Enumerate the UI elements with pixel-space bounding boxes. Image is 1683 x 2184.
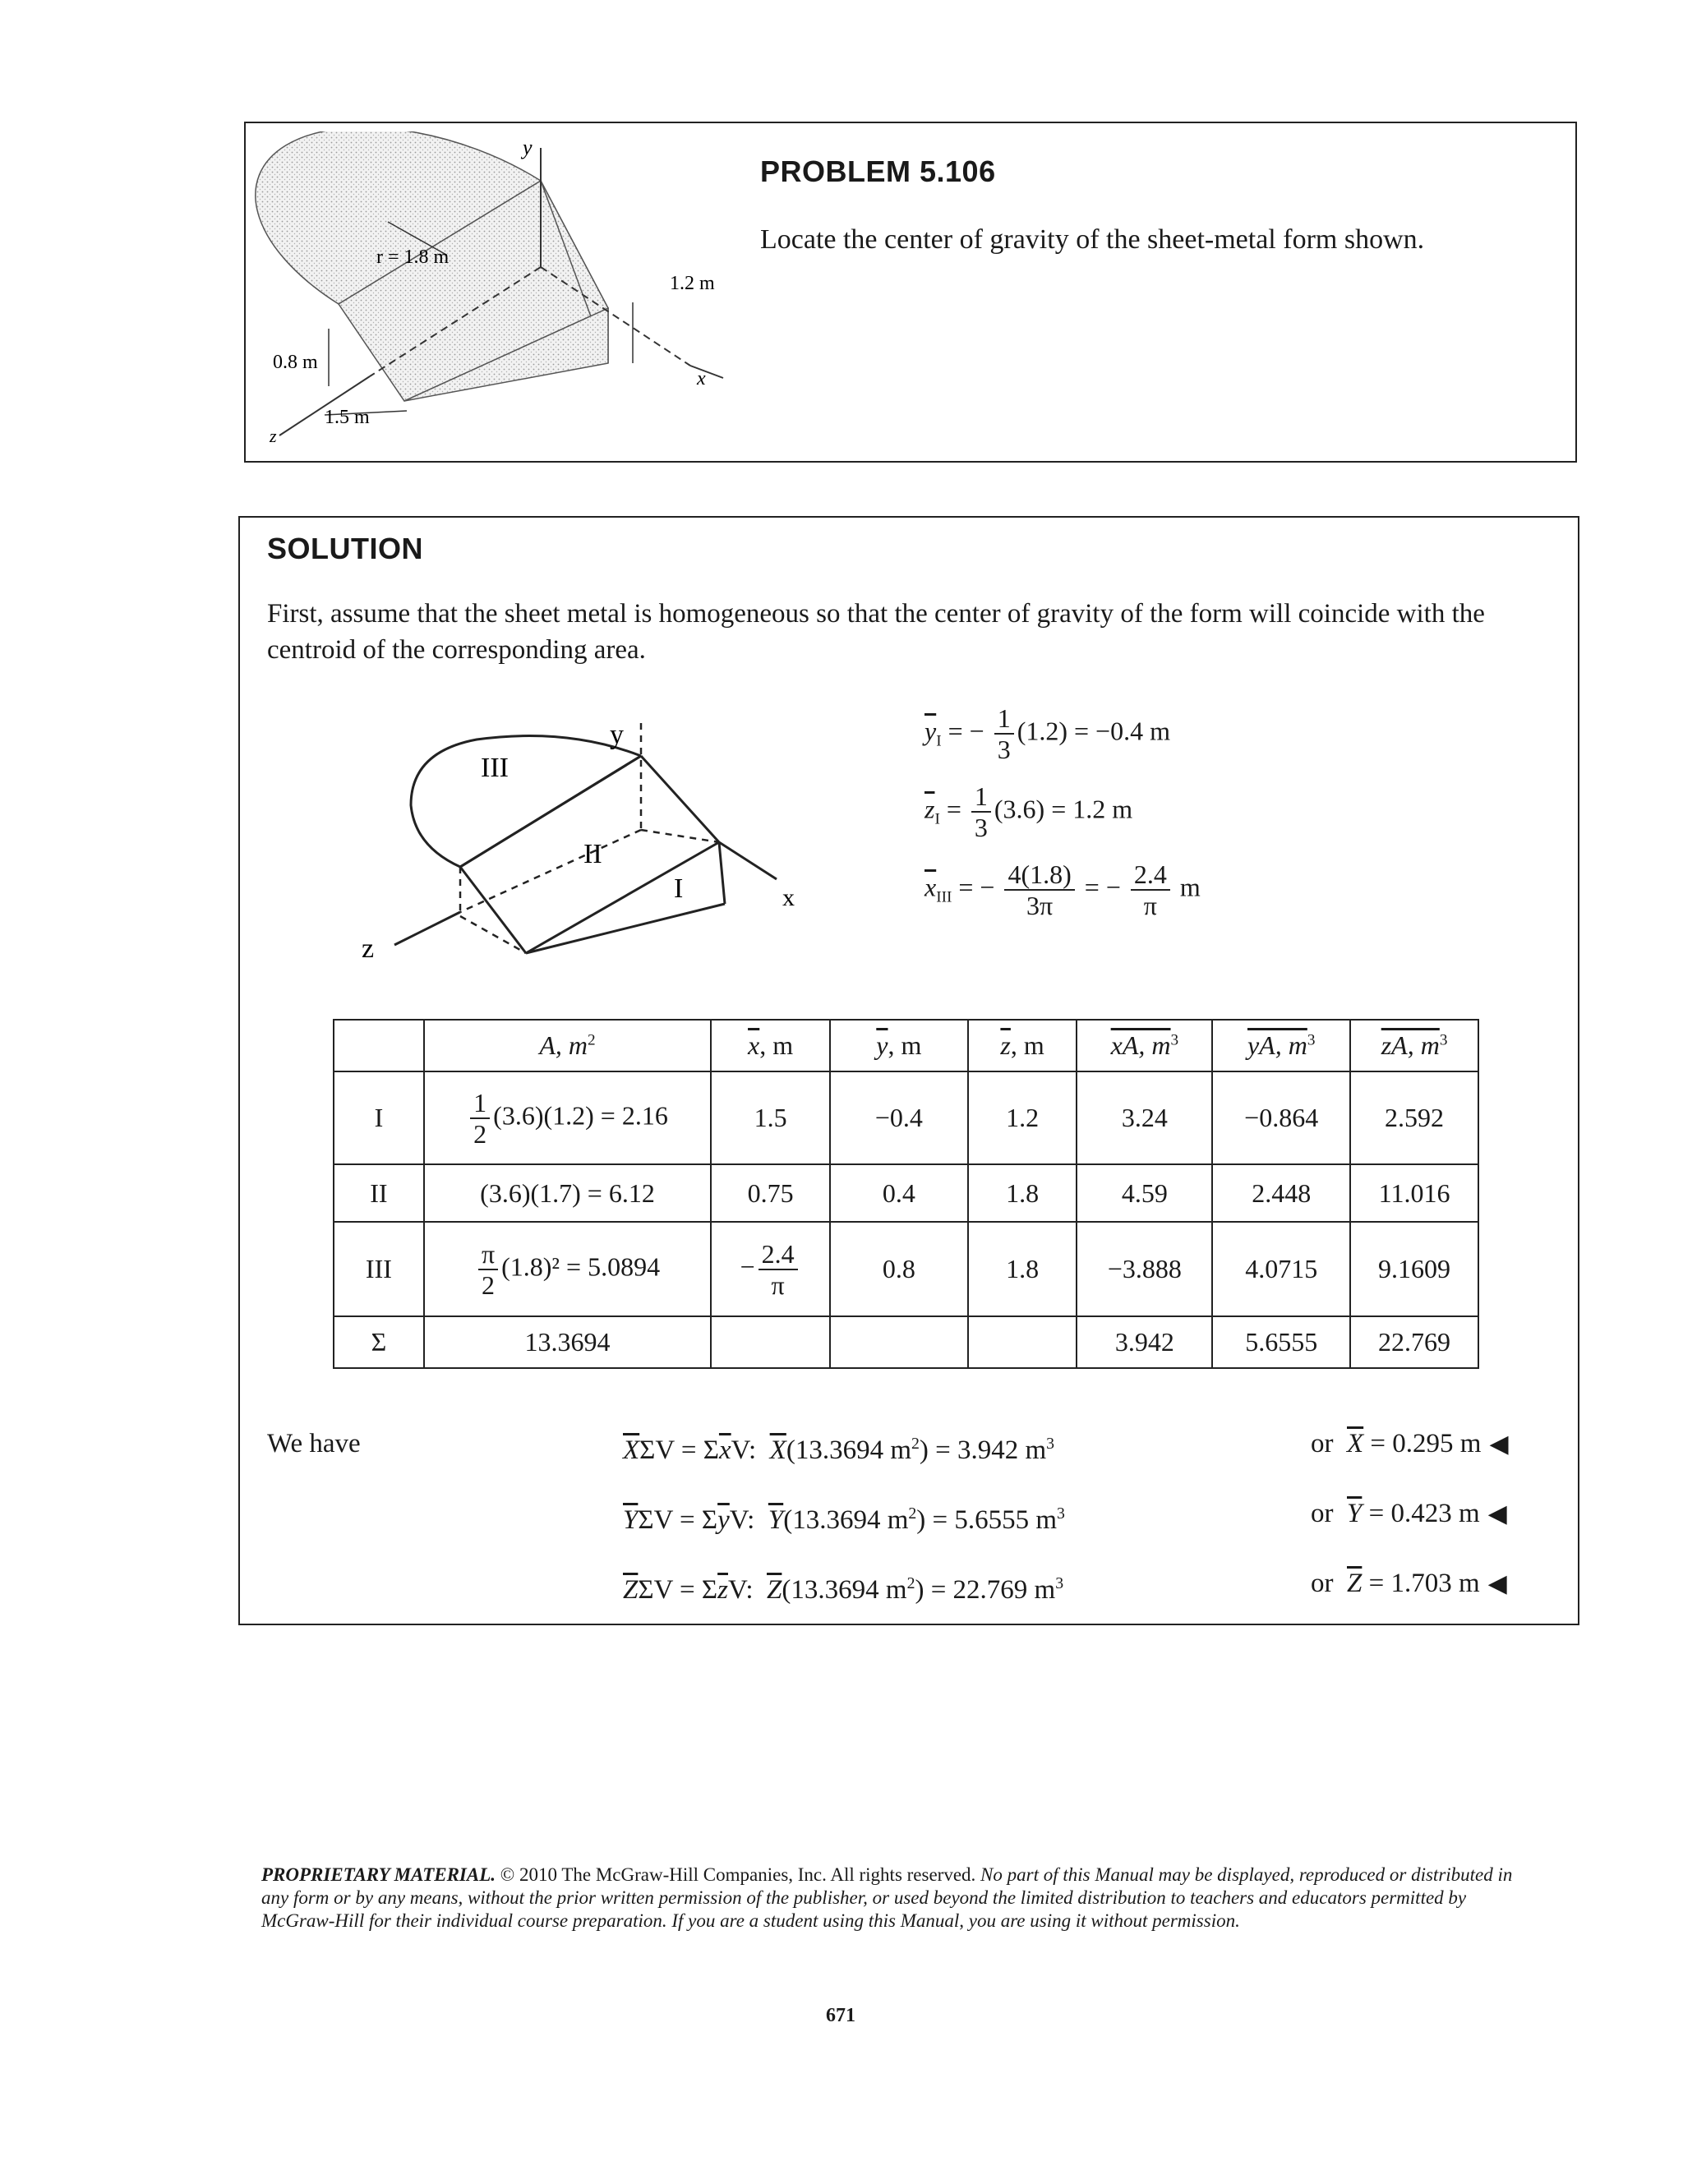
result-x-answer: or $\overline{X} = 0.295$ m ◀ bbox=[1311, 1429, 1509, 1458]
sketch-label-x: x bbox=[782, 884, 795, 911]
table-header-row bbox=[334, 1020, 1478, 1071]
result-y-answer: or $\overline{Y} = 0.423$ m ◀ bbox=[1311, 1499, 1507, 1528]
row-area: $\frac{\pi}{2}$ (1.8)² = 5.0894 bbox=[424, 1222, 711, 1316]
row-id: II bbox=[334, 1164, 424, 1222]
row-id: III bbox=[334, 1222, 424, 1316]
sum-xa: 3.942 bbox=[1077, 1316, 1212, 1368]
row-xa: −3.888 bbox=[1077, 1222, 1212, 1316]
answer-marker-icon: ◀ bbox=[1489, 1430, 1509, 1458]
solution-heading: SOLUTION bbox=[267, 532, 423, 565]
equation-y1: $\overline{y}_I$ = − $\frac{1}{3}$ (1.2) = −0.4 m bbox=[924, 703, 1170, 764]
row-ya: 2.448 bbox=[1212, 1164, 1350, 1222]
solution-sketch bbox=[362, 707, 822, 970]
row-y: −0.4 bbox=[830, 1071, 968, 1164]
header-empty bbox=[334, 1020, 424, 1071]
row-z: 1.2 bbox=[968, 1071, 1077, 1164]
fig-label-height: 1.2 m bbox=[670, 273, 715, 294]
row-xa: 4.59 bbox=[1077, 1164, 1212, 1222]
fig-label-x: x bbox=[697, 368, 706, 389]
header-x: $\overline{x}$, m bbox=[711, 1020, 830, 1071]
we-have-label: We have bbox=[267, 1429, 361, 1458]
row-x: 1.5 bbox=[711, 1071, 830, 1164]
row-area: $\frac{1}{2}$ (3.6)(1.2) = 2.16 bbox=[424, 1071, 711, 1164]
header-area: A, $m^2$ bbox=[424, 1020, 711, 1071]
row-za: 9.1609 bbox=[1350, 1222, 1478, 1316]
answer-marker-icon: ◀ bbox=[1487, 1569, 1507, 1598]
header-za: zA, $m^3$ bbox=[1350, 1020, 1478, 1071]
table-row bbox=[334, 1071, 1478, 1164]
row-y: 0.4 bbox=[830, 1164, 968, 1222]
sum-area: 13.3694 bbox=[424, 1316, 711, 1368]
fig-label-z: z bbox=[270, 426, 277, 446]
sketch-label-II: II bbox=[583, 839, 602, 869]
fig-label-r: r = 1.8 m bbox=[376, 247, 450, 268]
centroid-table bbox=[333, 1019, 1479, 1369]
row-z: 1.8 bbox=[968, 1164, 1077, 1222]
row-xa: 3.24 bbox=[1077, 1071, 1212, 1164]
answer-marker-icon: ◀ bbox=[1487, 1500, 1507, 1528]
fig-label-y: y bbox=[523, 136, 533, 159]
row-za: 2.592 bbox=[1350, 1071, 1478, 1164]
sketch-label-z: z bbox=[362, 933, 375, 964]
sum-ya: 5.6555 bbox=[1212, 1316, 1350, 1368]
row-ya: 4.0715 bbox=[1212, 1222, 1350, 1316]
sum-empty bbox=[711, 1316, 830, 1368]
header-xa: xA, $m^3$ bbox=[1077, 1020, 1212, 1071]
footer-notice: PROPRIETARY MATERIAL. © 2010 The McGraw-Hill Companies, Inc. All rights reserved. No part of this Manual may be displayed, reproduced or distributed in any form or by any means, without the prior written permission of the publisher, or used beyond the limited distribution to teachers and educators permitted by McGraw-Hill for their individual course preparation. If you are a student using this Manual, you are using it without permission. bbox=[261, 1864, 1513, 1931]
row-x: 0.75 bbox=[711, 1164, 830, 1222]
equation-z1: $\overline{z}_I$ = $\frac{1}{3}$ (3.6) = 1.2 m bbox=[924, 781, 1133, 842]
row-za: 11.016 bbox=[1350, 1164, 1478, 1222]
problem-statement: Locate the center of gravity of the sheet-metal form shown. bbox=[760, 224, 1425, 255]
header-y: $\overline{y}$, m bbox=[830, 1020, 968, 1071]
row-ya: −0.864 bbox=[1212, 1071, 1350, 1164]
header-ya: yA, $m^3$ bbox=[1212, 1020, 1350, 1071]
page-number: 671 bbox=[826, 2005, 855, 2026]
result-z-equation: $\overline{Z}\Sigma V = \Sigma\overline{z}V$: $\overline{Z}(13.3694$ $m^2) = 22.769$ $m^3$ bbox=[623, 1574, 1064, 1605]
sum-empty bbox=[968, 1316, 1077, 1368]
sum-za: 22.769 bbox=[1350, 1316, 1478, 1368]
row-z: 1.8 bbox=[968, 1222, 1077, 1316]
result-y-equation: $\overline{Y}\Sigma V = \Sigma\overline{y}V$: $\overline{Y}(13.3694$ $m^2) = 5.6555$ $m^3$ bbox=[623, 1504, 1065, 1535]
sketch-label-I: I bbox=[674, 873, 684, 904]
fig-label-width: 1.5 m bbox=[325, 407, 370, 428]
fig-label-depth: 0.8 m bbox=[273, 352, 318, 373]
sketch-label-III: III bbox=[481, 753, 509, 783]
table-sum-row bbox=[334, 1316, 1478, 1368]
equation-x3: $\overline{x}_{III}$ = − $\frac{4(1.8)}{3\pi}$ = − $\frac{2.4}{\pi}$ m bbox=[924, 859, 1201, 920]
problem-figure bbox=[247, 131, 756, 452]
sketch-label-y: y bbox=[610, 720, 624, 750]
result-x-equation: $\overline{X}\Sigma V = \Sigma\overline{x}V$: $\overline{X}(13.3694$ $m^2) = 3.942$ $m^3$ bbox=[623, 1435, 1055, 1465]
row-x: − $\frac{2.4}{\pi}$ bbox=[711, 1222, 830, 1316]
sum-empty bbox=[830, 1316, 968, 1368]
row-area: (3.6)(1.7) = 6.12 bbox=[424, 1164, 711, 1222]
result-z-answer: or $\overline{Z} = 1.703$ m ◀ bbox=[1311, 1569, 1507, 1598]
sum-id: Σ bbox=[334, 1316, 424, 1368]
table-row bbox=[334, 1222, 1478, 1316]
row-id: I bbox=[334, 1071, 424, 1164]
row-y: 0.8 bbox=[830, 1222, 968, 1316]
solution-intro: First, assume that the sheet metal is homogeneous so that the center of gravity of the form will coincide with the centroid of the corresponding area. bbox=[267, 599, 1485, 665]
header-z: $\overline{z}$, m bbox=[968, 1020, 1077, 1071]
table-row bbox=[334, 1164, 1478, 1222]
problem-title: PROBLEM 5.106 bbox=[760, 154, 996, 188]
